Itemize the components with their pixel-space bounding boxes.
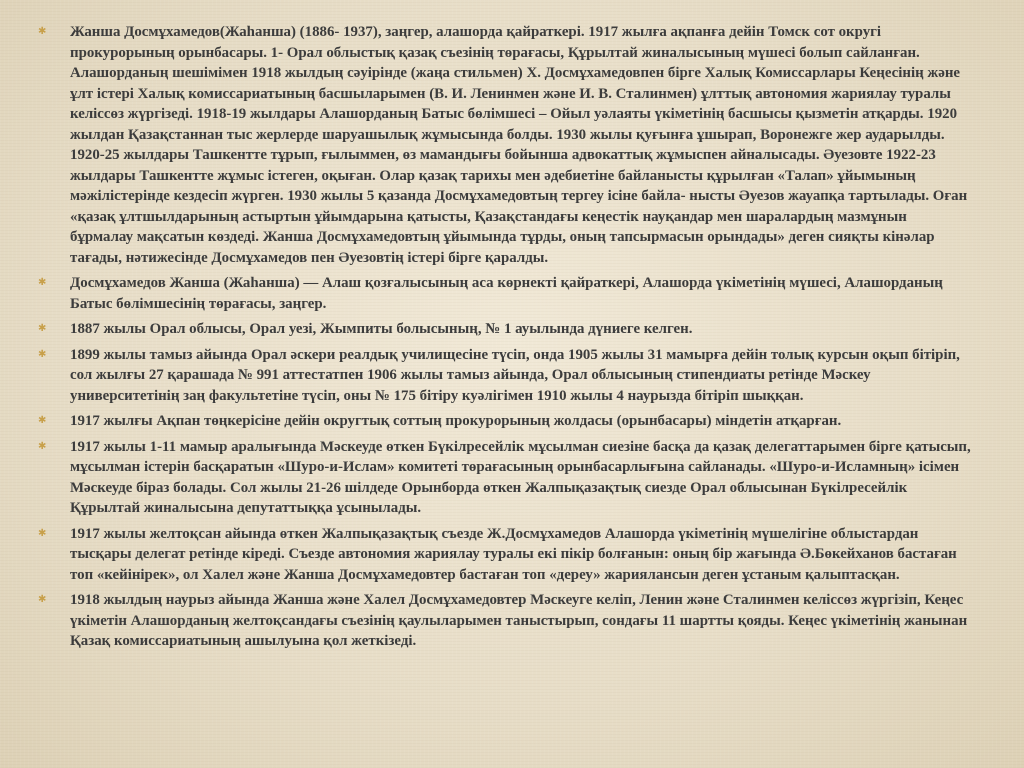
bullet-star-icon: ✱ bbox=[38, 594, 47, 605]
bullet-text: 1918 жылдың наурыз айында Жанша және Халел Досмұхамедовтер Мәскеуге келіп, Ленин және Сталинмен келіссөз жүргізіп, Кеңес үкіметін Алашорданың желтоқсандағы съезінің қаулыларымен таныстырып, сондағы 11 шартты қояды. Кеңес үкіметінің жанынан Қазақ комиссариатының ашылуына қол жеткізеді. bbox=[70, 592, 968, 649]
bullet-item bbox=[38, 345, 972, 407]
bullet-star-icon: ✱ bbox=[38, 323, 47, 334]
bullet-star-icon: ✱ bbox=[38, 527, 47, 539]
bullet-text: Жанша Досмұхамедов(Жаһанша) (1886- 1937), заңгер, алашорда қайраткері. 1917 жылға ақпанға дейін Томск сот округі прокурорының орынбасары. 1- Орал облыстық қазақ съезінің төрағасы, Құрылтай жиналысының мүшесі болып сайланған. Алашорданың шешімімен 1918 жылдың сәуірінде (жаңа стильмен) Х. Досмұхамедовпен бірге Халық Комиссарлары Кеңесінің және ұлт істері Халық комиссариатының басшыларымен (В. И. Ленинмен және И. В. Сталинмен) ұлттық автономия жариялау туралы келіссөз жүргізеді. 1918-19 жылдары Алашорданың Батыс бөлімшесі – Ойыл уәлаяты үкіметінің басшысы қызметін атқарды. 1920 жылдан Қазақстаннан тыс жерлерде шаруашылық жұмысында болды. 1930 жылы қуғынға ұшырап, Воронежге жер аударылды. 1920-25 жылдары Ташкентте тұрып, ғылыммен, өз мамандығы бойынша адвокаттық жұмыспен айналысады. Әуезовте 1922-23 жылдары Ташкентте жұмыс істеген, оқыған. Олар қазақ тарихы мен әдебиетіне байланысты құрылған «Талап» ұйымының мәжілістерінде кездесіп жүрген. 1930 жылы 5 қазанда Досмұхамедовтың тергеу ісіне байла- нысты Әуезов жауапқа тартылады. Оған «қазақ ұлтшылдарының астыртын ұйымдарына қатысты, Қазақстандағы кеңестік науқандар мен шаралардың мазмұнын бұрмалау мақсатын көздеді. Жанша Досмұхамедовтың ұйымында тұрды, оның тапсырмасын орындады» деген сияқты кінәлар тағады, нәтижесінде Досмұхамедов пен Әуезовтің істері бірге қаралды. bbox=[70, 24, 968, 266]
bullet-item bbox=[38, 590, 972, 652]
bullet-item bbox=[38, 437, 972, 519]
bullet-item bbox=[38, 273, 972, 314]
bullet-text: 1887 жылы Орал облысы, Орал уезі, Жымпиты болысының, № 1 ауылында дүниеге келген. bbox=[70, 321, 693, 337]
bullet-star-icon: ✱ bbox=[38, 277, 47, 288]
bullet-text: Досмұхамедов Жанша (Жаһанша) — Алаш қозғалысының аса көрнекті қайраткері, Алашорда үкіметінің мүшесі, Алашорданың Батыс бөлімшесінің төрағасы, заңгер. bbox=[70, 275, 943, 312]
bullet-star-icon: ✱ bbox=[38, 348, 47, 360]
bullet-text: 1899 жылы тамыз айында Орал әскери реалдық училищесіне түсіп, онда 1905 жылы 31 мамырға дейін толық курсын оқып бітіріп, сол жылғы 27 қарашада № 991 аттестатпен 1906 жылы тамыз айында, Орал облысының стипендиаты ретінде Мәскеу университетінің заң факультетіне түсіп, оны № 175 бітіру куәлігімен 1910 жылы 4 наурызда бітіріп шыққан. bbox=[70, 346, 960, 404]
bullet-star-icon: ✱ bbox=[38, 440, 47, 452]
bullet-item bbox=[38, 524, 972, 586]
bullet-star-icon: ✱ bbox=[38, 26, 47, 37]
bullet-item bbox=[38, 22, 972, 268]
bullet-star-icon: ✱ bbox=[38, 415, 47, 426]
bullet-text: 1917 жылғы Ақпан төңкерісіне дейін округтық соттың прокурорының жолдасы (орынбасары) міндетін атқарған. bbox=[70, 413, 842, 429]
bullet-text: 1917 жылы желтоқсан айында өткен Жалпықазақтық съезде Ж.Досмұхамедов Алашорда үкіметінің мүшелігіне облыстардан тысқары делегат ретінде кіреді. Съезде автономия жариялау туралы екі пікір болғанын: оның бір жағында Ә.Бөкейханов бастаған топ «кейінірек», ол Халел және Жанша Досмұхамедовтер бастаған топ «дереу» жариялансын деген ұстаным қалыптасқан. bbox=[70, 525, 957, 583]
bullet-text: 1917 жылы 1-11 мамыр аралығында Мәскеуде өткен Бүкілресейлік мұсылман сиезіне басқа да қазақ делегаттарымен бірге қатысып, мұсылман істерін басқаратын «Шуро-и-Ислам» комитеті төрағасының орынбасарлығына сайланады. «Шуро-и-Исламның» ісімен Мәскеуде біраз болады. Сол жылы 21-26 шілдеде Орынборда өткен Жалпықазақтық сиезде Орал облысынан Бүкілресейлік Құрылтай жиналысына депутаттыққа ұсынылады. bbox=[70, 438, 971, 516]
bullet-item bbox=[38, 319, 972, 340]
bullet-list bbox=[38, 22, 972, 657]
bullet-item bbox=[38, 411, 972, 432]
